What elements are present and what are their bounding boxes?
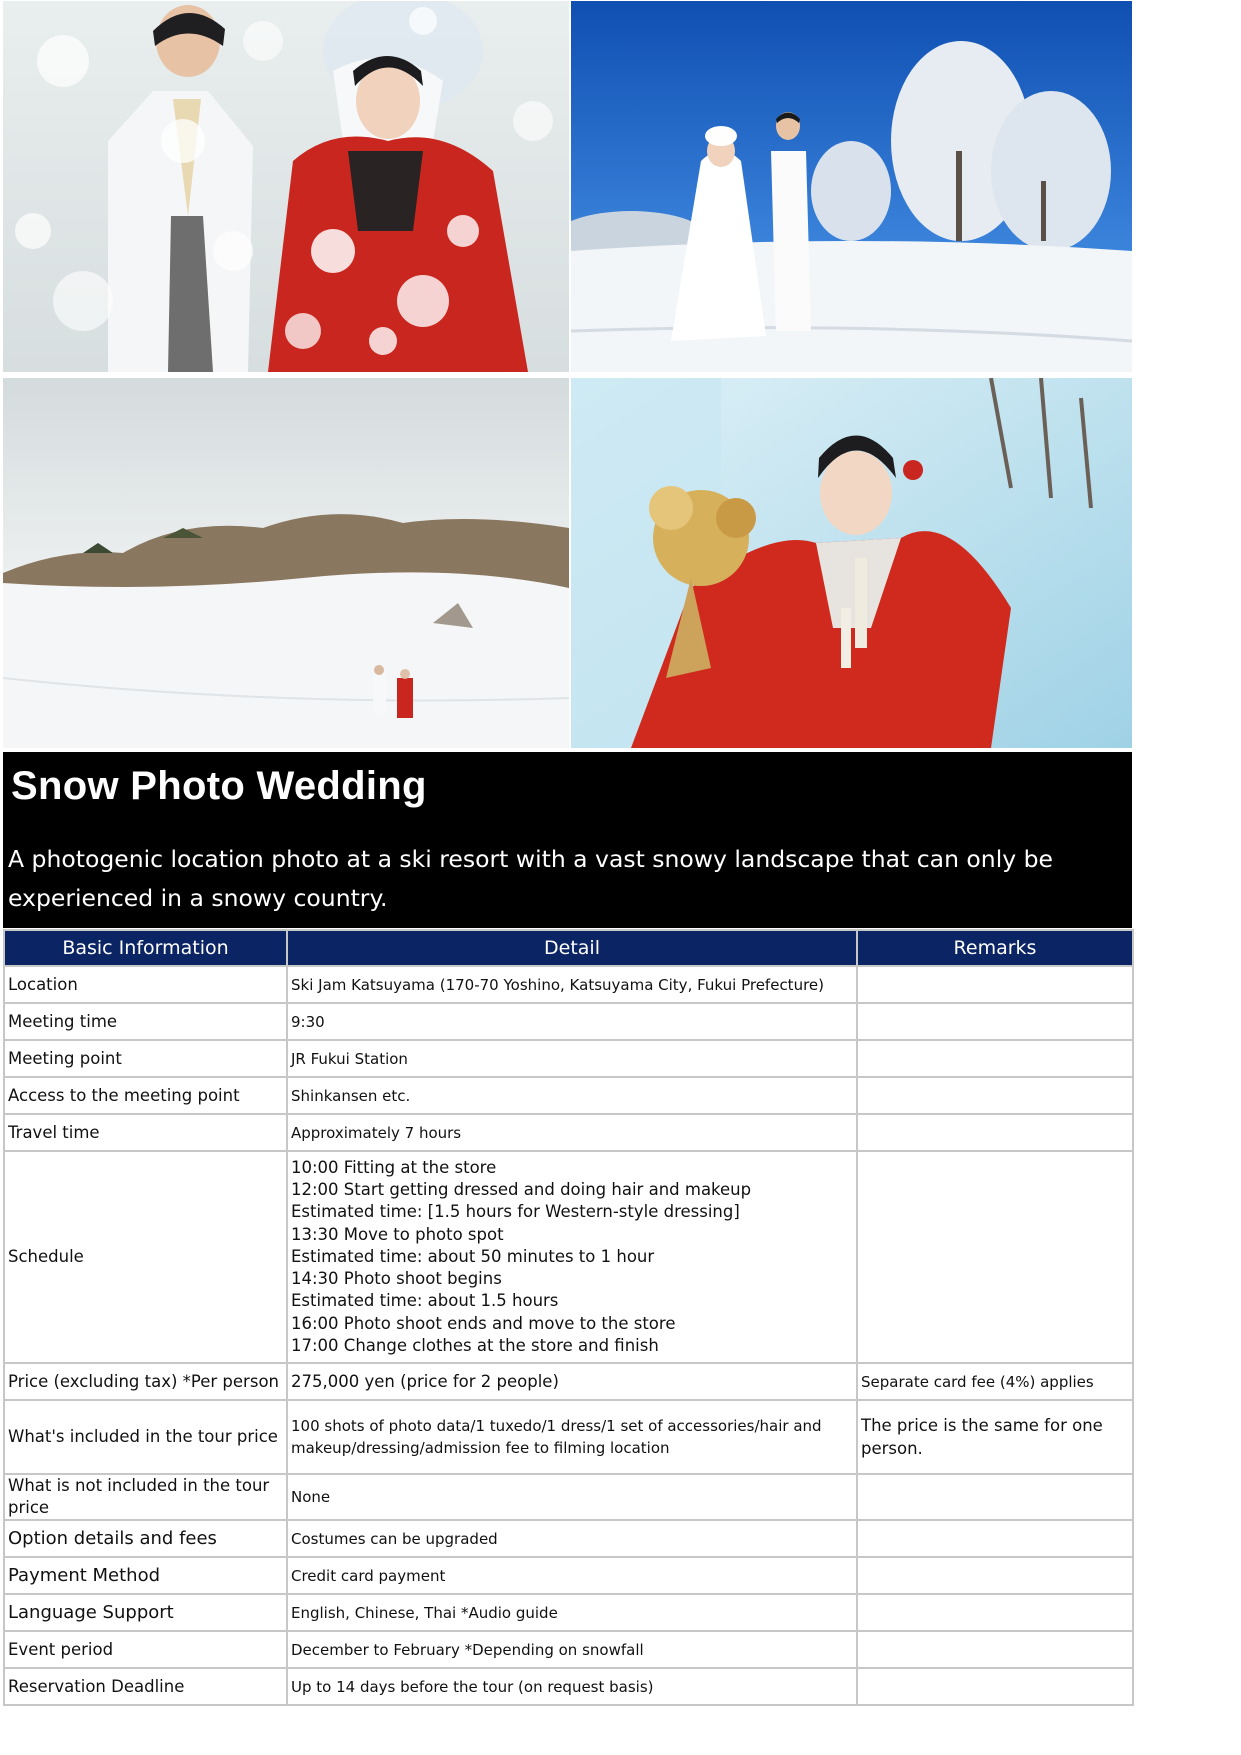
page-title: Snow Photo Wedding (11, 764, 427, 808)
schedule-line: 14:30 Photo shoot begins (291, 1269, 502, 1289)
row-detail: Shinkansen etc. (287, 1077, 857, 1114)
hero-banner (3, 752, 1132, 928)
row-detail: Costumes can be upgraded (287, 1520, 857, 1557)
schedule-line: Estimated time: about 50 minutes to 1 hour (291, 1246, 655, 1266)
row-label: Location (4, 966, 287, 1003)
table-row (4, 1474, 1133, 1520)
row-remarks (857, 1077, 1133, 1114)
table-row (4, 1520, 1133, 1557)
table-header-row (4, 930, 1133, 966)
row-detail: 100 shots of photo data/1 tuxedo/1 dress/1 set of accessories/hair and makeup/dressing/admission fee to filming location (287, 1400, 857, 1474)
row-remarks: The price is the same for one person. (857, 1400, 1133, 1474)
table-row (4, 1631, 1133, 1668)
header-basic-information: Basic Information (4, 930, 287, 966)
row-remarks: Separate card fee (4%) applies (857, 1363, 1133, 1400)
schedule-detail (287, 1151, 857, 1363)
row-remarks (857, 1003, 1133, 1040)
row-label: What's included in the tour price (4, 1400, 287, 1474)
row-label: Language Support (4, 1594, 287, 1631)
header-detail: Detail (287, 930, 857, 966)
row-remarks (857, 1557, 1133, 1594)
row-detail: JR Fukui Station (287, 1040, 857, 1077)
row-remarks (857, 1520, 1133, 1557)
row-remarks (857, 1114, 1133, 1151)
row-remarks (857, 1668, 1133, 1705)
row-label: Meeting point (4, 1040, 287, 1077)
row-remarks (857, 1474, 1133, 1520)
row-label: Schedule (4, 1151, 287, 1363)
row-label: Access to the meeting point (4, 1077, 287, 1114)
row-detail: 9:30 (287, 1003, 857, 1040)
row-detail: None (287, 1474, 857, 1520)
table-row (4, 1400, 1133, 1474)
row-detail: Ski Jam Katsuyama (170-70 Yoshino, Katsuyama City, Fukui Prefecture) (287, 966, 857, 1003)
table-row (4, 1668, 1133, 1705)
row-label: Option details and fees (4, 1520, 287, 1557)
table-row (4, 1077, 1133, 1114)
bride-red-kimono-bouquet-photo (571, 378, 1132, 748)
couple-in-kimono-snow-photo (3, 1, 569, 372)
row-remarks (857, 1040, 1133, 1077)
schedule-line: 16:00 Photo shoot ends and move to the store (291, 1313, 676, 1333)
table-row (4, 1114, 1133, 1151)
page-description: A photogenic location photo at a ski resort with a vast snowy landscape that can only be experienced in a snowy country. (8, 845, 1053, 912)
schedule-line: 10:00 Fitting at the store (291, 1157, 497, 1177)
row-label: Meeting time (4, 1003, 287, 1040)
row-detail: 275,000 yen (price for 2 people) (287, 1363, 857, 1400)
schedule-line: Estimated time: [1.5 hours for Western-style dressing] (291, 1202, 740, 1222)
couple-small-in-snowy-landscape-photo (3, 378, 569, 748)
row-remarks (857, 1594, 1133, 1631)
table-row (4, 1557, 1133, 1594)
schedule-line: 17:00 Change clothes at the store and finish (291, 1336, 659, 1356)
table-row-schedule (4, 1151, 1133, 1363)
row-remarks (857, 1151, 1133, 1363)
row-label: What is not included in the tour price (4, 1474, 287, 1520)
schedule-line: 12:00 Start getting dressed and doing hair and makeup (291, 1179, 752, 1199)
row-detail: English, Chinese, Thai *Audio guide (287, 1594, 857, 1631)
row-remarks (857, 966, 1133, 1003)
row-detail: December to February *Depending on snowfall (287, 1631, 857, 1668)
tour-info-table (3, 929, 1134, 1706)
row-detail: Approximately 7 hours (287, 1114, 857, 1151)
header-remarks: Remarks (857, 930, 1133, 966)
row-label: Payment Method (4, 1557, 287, 1594)
table-row (4, 1594, 1133, 1631)
table-row (4, 1040, 1133, 1077)
table-row (4, 966, 1133, 1003)
table-row (4, 1363, 1133, 1400)
row-detail: Credit card payment (287, 1557, 857, 1594)
couple-in-white-snow-field-photo (571, 1, 1132, 372)
row-label: Event period (4, 1631, 287, 1668)
row-detail: Up to 14 days before the tour (on request basis) (287, 1668, 857, 1705)
schedule-line: 13:30 Move to photo spot (291, 1224, 504, 1244)
row-label: Reservation Deadline (4, 1668, 287, 1705)
row-remarks (857, 1631, 1133, 1668)
row-label: Travel time (4, 1114, 287, 1151)
table-row (4, 1003, 1133, 1040)
schedule-line: Estimated time: about 1.5 hours (291, 1291, 559, 1311)
row-label: Price (excluding tax) *Per person (4, 1363, 287, 1400)
